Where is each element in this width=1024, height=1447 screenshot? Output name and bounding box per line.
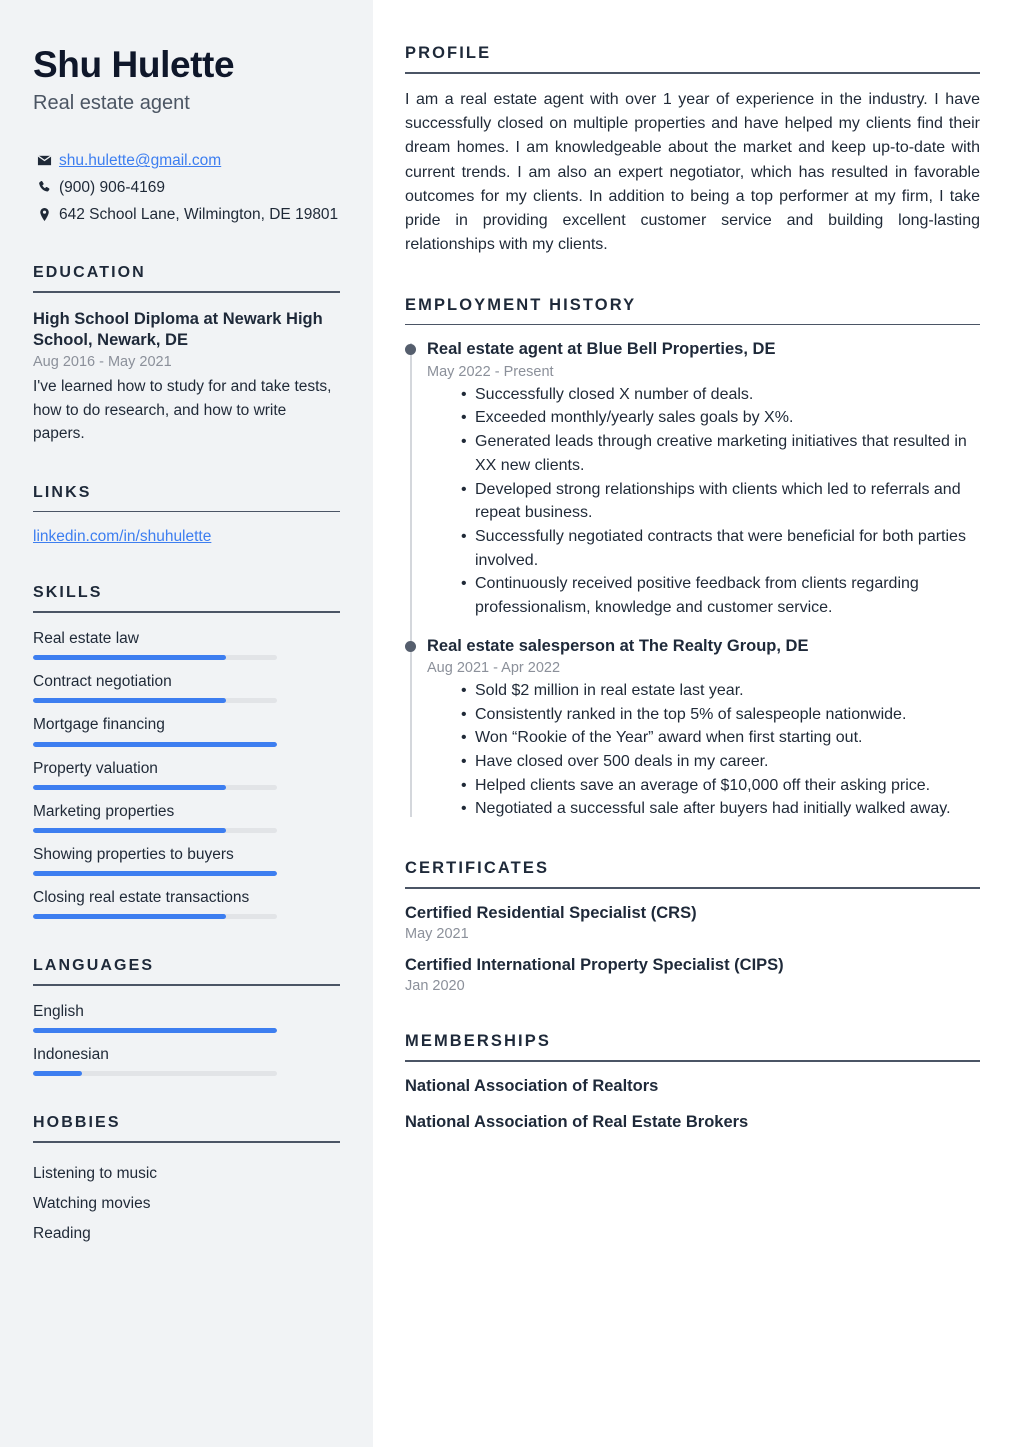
section-skills (33, 584, 340, 919)
membership-item: National Association of Realtors (405, 1077, 659, 1096)
contact-address: 642 School Lane, Wilmington, DE 19801 (59, 206, 339, 224)
language-bar-track (33, 1071, 277, 1076)
section-title-profile: PROFILE (405, 44, 492, 62)
education-item (33, 309, 340, 446)
section-links (33, 484, 340, 547)
job-bullet: • Generated leads through creative marketing initiatives that resulted in XX new clients. (461, 430, 980, 477)
section-education (33, 264, 340, 445)
membership-item: National Association of Real Estate Brokers (405, 1112, 749, 1131)
job-bullet: • Continuously received positive feedback from clients regarding professionalism, knowledge and customer service. (461, 572, 980, 619)
skill-bar-fill (33, 828, 226, 833)
main-column (373, 0, 1024, 1447)
skill-row (33, 629, 340, 660)
employment-timeline (405, 339, 980, 821)
certificate-item (405, 903, 980, 942)
job-bullet-list (427, 679, 980, 821)
profile-text: I am a real estate agent with over 1 year of experience in the industry. I have successfully closed on multiple properties and have helped my clients find their dream homes. I am knowledgeable about the market and keep up-to-date with current trends. I am also an expert negotiator, which has resulted in favorable outcomes for my clients. In addition to being a top performer at my firm, I take pride in providing excellent customer service and building long-lasting relationships with my clients. (405, 90, 980, 254)
page-title: Shu Hulette (33, 44, 235, 85)
job-bullet: • Sold $2 million in real estate last year. (461, 679, 980, 703)
job-bullet: • Consistently ranked in the top 5% of salespeople nationwide. (461, 703, 980, 727)
job-bullet-list (427, 383, 980, 620)
contact-list (33, 150, 340, 226)
timeline-dot-icon (405, 641, 416, 652)
phone-icon (33, 177, 55, 195)
section-languages (33, 957, 340, 1076)
sidebar (0, 0, 373, 1447)
section-title-links: LINKS (33, 483, 92, 501)
skill-label: Contract negotiation (33, 673, 172, 691)
skill-label: Closing real estate transactions (33, 888, 250, 906)
skill-bar-track (33, 742, 277, 747)
education-title: High School Diploma at Newark High School, Newark, DE (33, 310, 323, 350)
timeline-dot-icon (405, 344, 416, 355)
divider (33, 511, 340, 513)
section-certificates (405, 859, 980, 994)
language-label: English (33, 1002, 84, 1020)
job-bullet: • Successfully closed X number of deals. (461, 383, 980, 407)
section-title-memberships: MEMBERSHIPS (405, 1032, 551, 1051)
contact-phone-row (33, 177, 340, 199)
skill-label: Real estate law (33, 630, 139, 648)
language-row (33, 1045, 340, 1076)
certificate-date: Jan 2020 (405, 978, 465, 995)
contact-email[interactable]: shu.hulette@gmail.com (59, 152, 222, 170)
skill-bar-track (33, 914, 277, 919)
section-memberships (405, 1032, 980, 1132)
job-entry (427, 636, 980, 821)
education-description: I've learned how to study for and take tests, how to do research, and how to write papers. (33, 378, 332, 443)
section-title-certificates: CERTIFICATES (405, 859, 550, 877)
section-title-employment: EMPLOYMENT HISTORY (405, 295, 637, 314)
section-hobbies (33, 1114, 340, 1249)
link-item-linkedin[interactable]: linkedin.com/in/shuhulette (33, 528, 212, 546)
divider (405, 887, 980, 889)
language-bar-fill (33, 1028, 277, 1033)
skill-label: Mortgage financing (33, 716, 165, 734)
education-date: Aug 2016 - May 2021 (33, 354, 172, 371)
skill-bar-fill (33, 914, 226, 919)
skill-row (33, 759, 340, 790)
language-bar-track (33, 1028, 277, 1033)
hobby-item: Watching movies (33, 1194, 151, 1212)
skill-bar-fill (33, 655, 226, 660)
job-bullet: • Won “Rookie of the Year” award when first starting out. (461, 726, 980, 750)
divider (405, 72, 980, 74)
job-bullet: • Negotiated a successful sale after buyers had initially walked away. (461, 797, 980, 821)
header-job-title: Real estate agent (33, 92, 190, 115)
skill-row (33, 715, 340, 746)
section-title-hobbies: HOBBIES (33, 1113, 121, 1131)
contact-phone: (900) 906-4169 (59, 179, 165, 197)
skill-bar-track (33, 655, 277, 660)
skill-bar-fill (33, 871, 277, 876)
skill-bar-track (33, 698, 277, 703)
certificate-item (405, 955, 980, 994)
skill-bar-fill (33, 698, 226, 703)
skill-row (33, 802, 340, 833)
hobby-item: Listening to music (33, 1164, 158, 1182)
section-title-skills: SKILLS (33, 584, 103, 602)
certificate-name: Certified Residential Specialist (CRS) (405, 903, 697, 922)
skill-label: Marketing properties (33, 802, 175, 820)
divider (405, 1060, 980, 1062)
divider (33, 1141, 340, 1143)
map-pin-icon (33, 204, 55, 222)
job-entry (427, 339, 980, 619)
job-bullet: • Developed strong relationships with clients which led to referrals and repeat business. (461, 478, 980, 525)
language-bar-fill (33, 1071, 82, 1076)
job-bullet: • Successfully negotiated contracts that were beneficial for both parties involved. (461, 525, 980, 572)
job-heading: Real estate agent at Blue Bell Properties, DE (427, 340, 776, 359)
envelope-icon (33, 150, 55, 168)
job-heading: Real estate salesperson at The Realty Group, DE (427, 636, 809, 655)
section-title-education: EDUCATION (33, 264, 146, 282)
divider (405, 324, 980, 326)
divider (33, 984, 340, 986)
skill-bar-track (33, 871, 277, 876)
language-label: Indonesian (33, 1045, 109, 1063)
divider (33, 291, 340, 293)
skill-bar-fill (33, 785, 226, 790)
section-profile (405, 44, 980, 258)
skill-label: Property valuation (33, 759, 158, 777)
contact-address-row (33, 204, 340, 226)
hobby-item: Reading (33, 1224, 91, 1242)
skill-bar-track (33, 785, 277, 790)
skill-bar-track (33, 828, 277, 833)
contact-email-row[interactable] (33, 150, 340, 172)
section-title-languages: LANGUAGES (33, 957, 155, 975)
skill-bar-fill (33, 742, 277, 747)
job-date: May 2022 - Present (427, 363, 554, 380)
certificate-name: Certified International Property Specialist (CIPS) (405, 956, 784, 975)
job-bullet: • Exceeded monthly/yearly sales goals by X%. (461, 406, 980, 430)
certificate-date: May 2021 (405, 926, 469, 943)
skill-row (33, 845, 340, 876)
job-date: Aug 2021 - Apr 2022 (427, 659, 561, 676)
section-employment-history (405, 296, 980, 821)
skill-row (33, 672, 340, 703)
skill-label: Showing properties to buyers (33, 845, 234, 863)
language-row (33, 1002, 340, 1033)
job-bullet: • Have closed over 500 deals in my career. (461, 750, 980, 774)
skill-row (33, 888, 340, 919)
job-bullet: • Helped clients save an average of $10,000 off their asking price. (461, 774, 980, 798)
divider (33, 611, 340, 613)
